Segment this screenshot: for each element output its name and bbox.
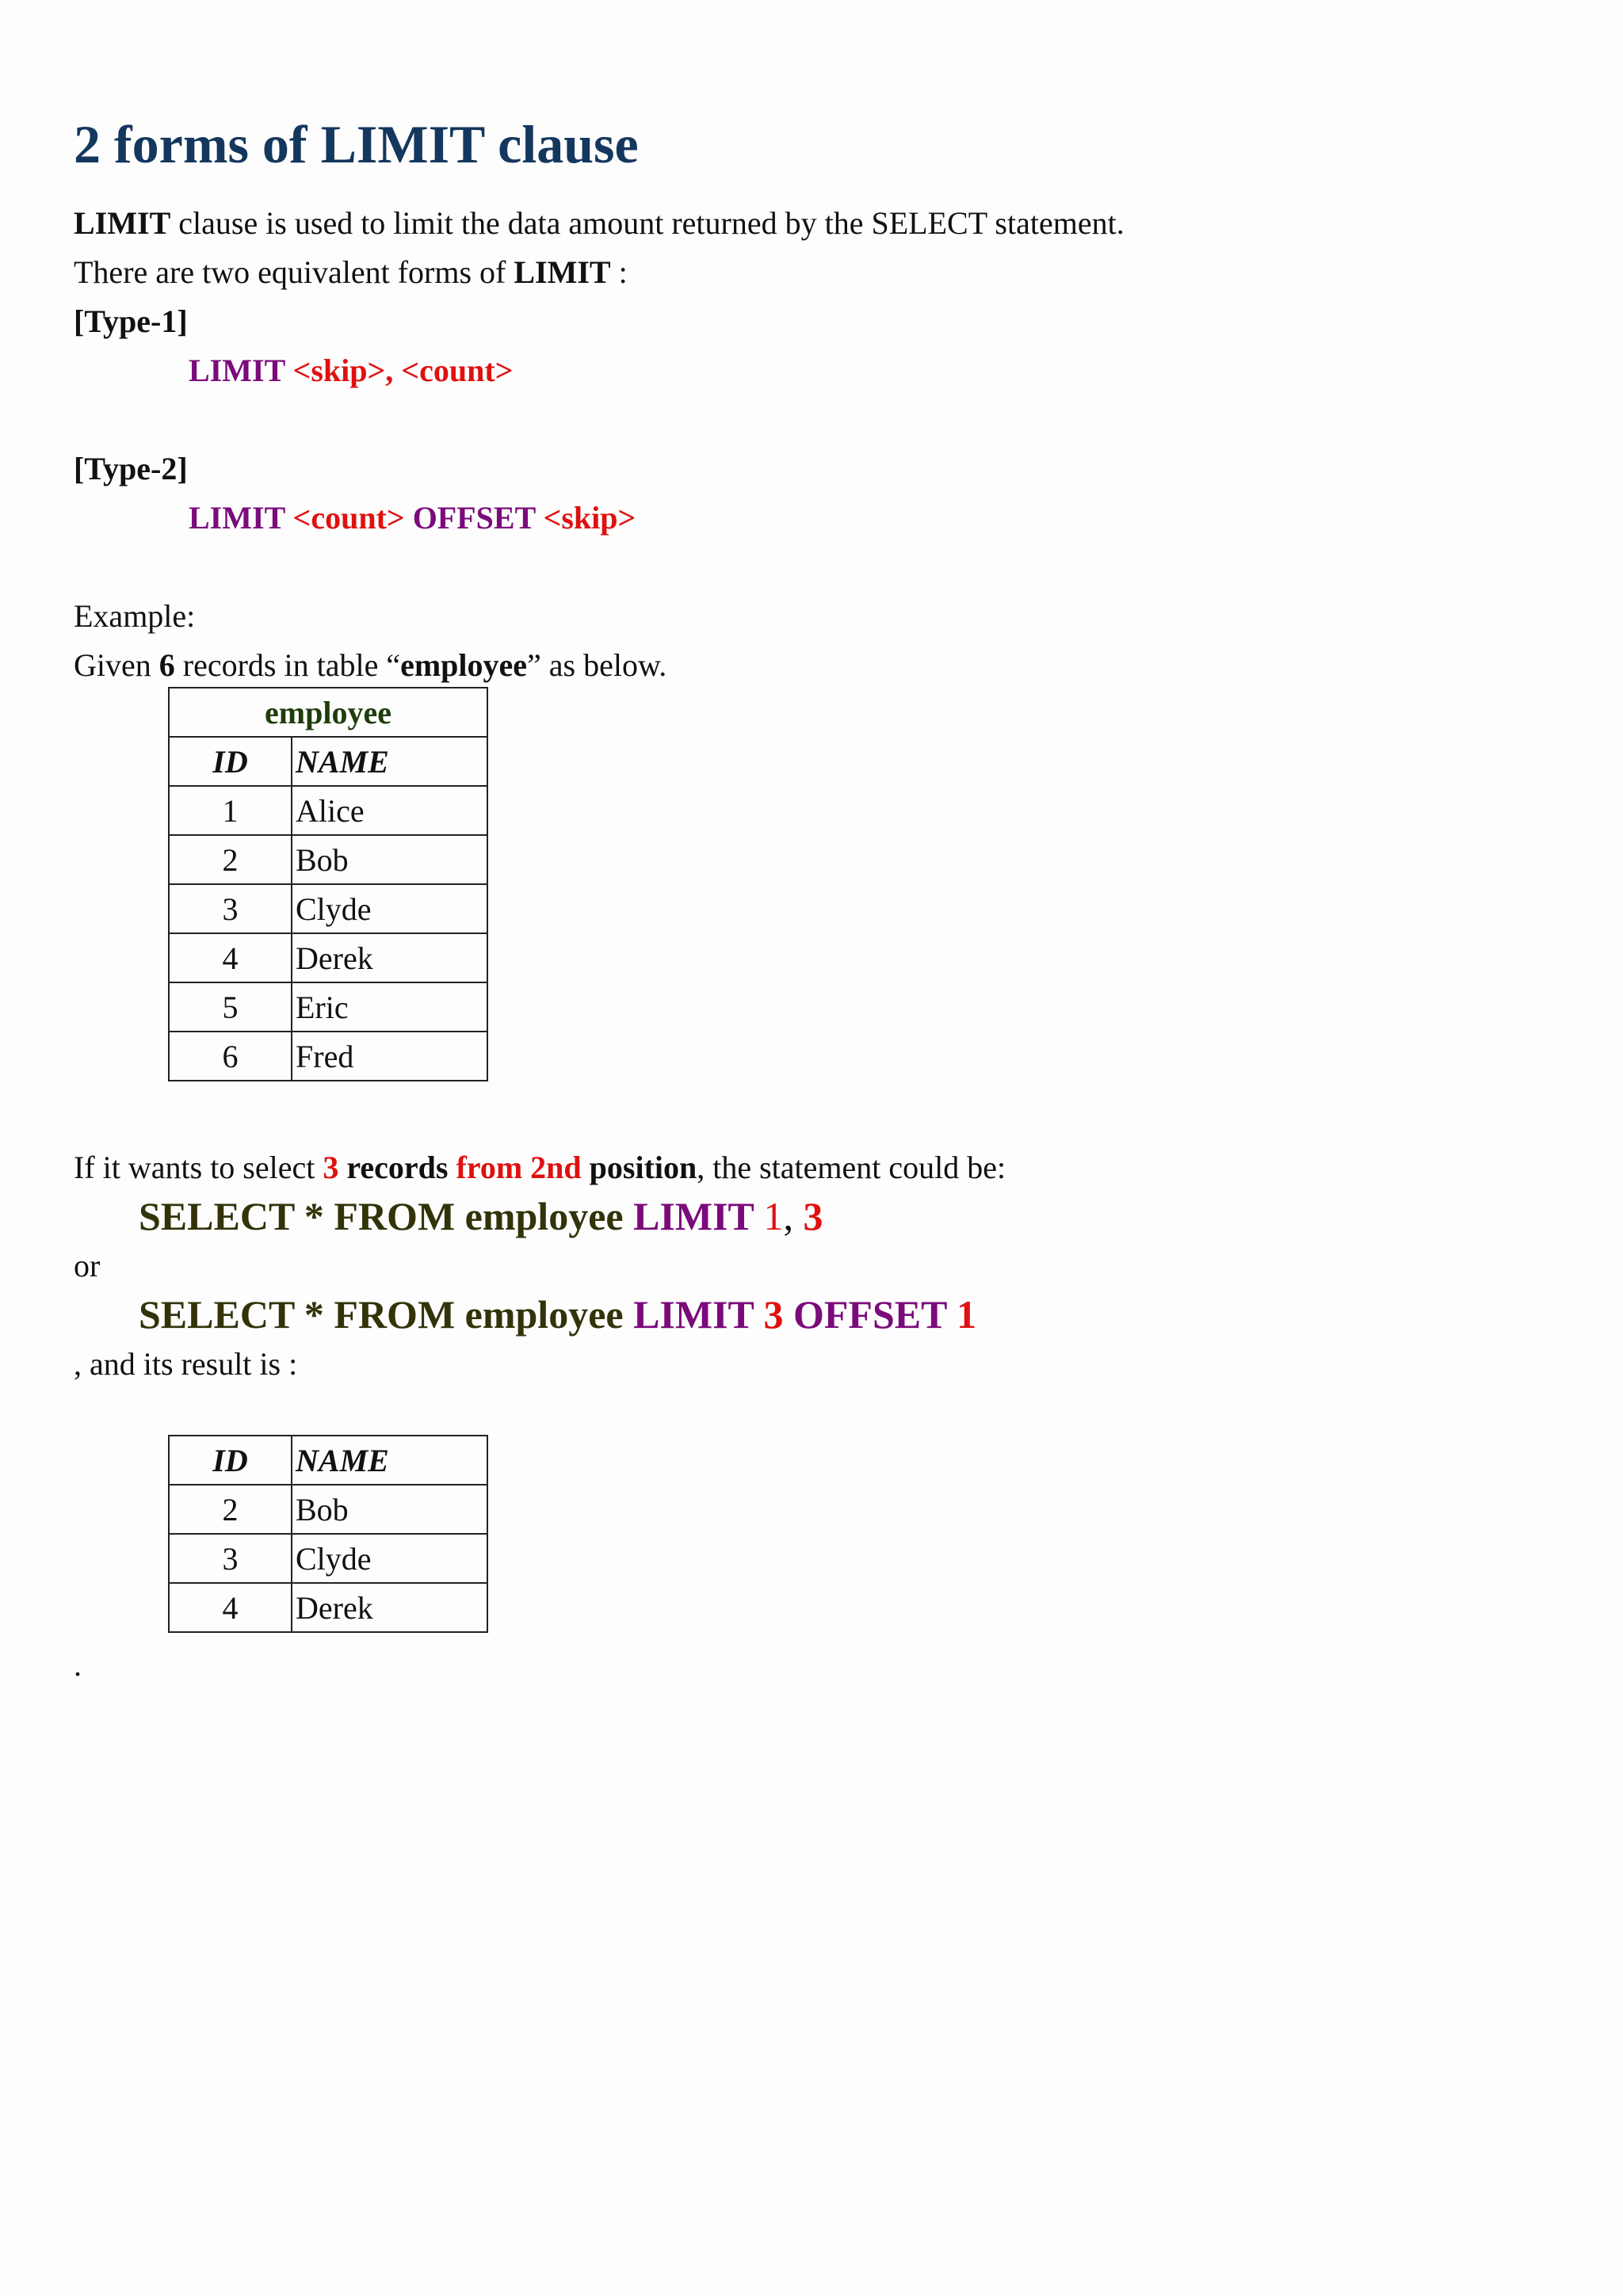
result-text: , and its result is : bbox=[74, 1346, 298, 1382]
table-name: employee bbox=[400, 647, 528, 683]
example-label: Example: bbox=[74, 598, 196, 634]
sql-count-value: 3 bbox=[763, 1292, 784, 1337]
column-header-id: ID bbox=[169, 737, 292, 786]
sql-statement-2 bbox=[139, 1292, 977, 1337]
or-text: or bbox=[74, 1248, 101, 1283]
intro-line-2-colon: : bbox=[610, 254, 628, 290]
statement-text: , the statement could be: bbox=[697, 1150, 1006, 1185]
limit-keyword: LIMIT bbox=[633, 1292, 764, 1337]
column-header-name: NAME bbox=[292, 737, 487, 786]
cell-id: 2 bbox=[169, 1485, 292, 1534]
offset-keyword: OFFSET bbox=[783, 1292, 957, 1337]
cell-id: 6 bbox=[169, 1032, 292, 1081]
statement-text: If it wants to select bbox=[74, 1150, 323, 1185]
intro-line-2 bbox=[74, 254, 628, 290]
intro-line-1-text: clause is used to limit the data amount returned by the SELECT statement. bbox=[170, 205, 1125, 241]
cell-id: 3 bbox=[169, 884, 292, 933]
given-text: records in table “ bbox=[174, 647, 401, 683]
limit-keyword: LIMIT bbox=[514, 254, 611, 290]
sql-comma: , bbox=[783, 1194, 804, 1238]
sql-select: SELECT * FROM employee bbox=[139, 1194, 634, 1238]
given-text: Given bbox=[74, 647, 159, 683]
table-row bbox=[169, 835, 487, 884]
table-row bbox=[169, 884, 487, 933]
type2-label: [Type-2] bbox=[74, 451, 188, 486]
intro-line-1 bbox=[74, 205, 1125, 241]
cell-name: Clyde bbox=[292, 884, 487, 933]
cell-name: Fred bbox=[292, 1032, 487, 1081]
select-count: 3 bbox=[323, 1150, 339, 1185]
sql-skip-value: 1 bbox=[957, 1292, 977, 1337]
statement-intro bbox=[74, 1152, 1006, 1184]
column-header-name: NAME bbox=[292, 1436, 487, 1485]
sql-skip-value: 1 bbox=[763, 1194, 784, 1238]
result-table bbox=[168, 1435, 488, 1633]
type1-label: [Type-1] bbox=[74, 303, 188, 339]
cell-name: Clyde bbox=[292, 1534, 487, 1583]
count-arg: <count> bbox=[292, 500, 405, 536]
table-row bbox=[169, 786, 487, 835]
cell-id: 4 bbox=[169, 933, 292, 982]
table-row bbox=[169, 1583, 487, 1632]
intro-line-2-text: There are two equivalent forms of bbox=[74, 254, 514, 290]
cell-name: Bob bbox=[292, 835, 487, 884]
offset-keyword: OFFSET bbox=[404, 500, 544, 536]
table-row bbox=[169, 1032, 487, 1081]
position-word: position bbox=[581, 1150, 697, 1185]
cell-name: Eric bbox=[292, 982, 487, 1032]
limit-keyword: LIMIT bbox=[189, 353, 293, 388]
trailing-dot: . bbox=[74, 1647, 82, 1683]
cell-id: 2 bbox=[169, 835, 292, 884]
skip-arg: <skip> bbox=[543, 500, 636, 536]
cell-id: 1 bbox=[169, 786, 292, 835]
given-line bbox=[74, 647, 667, 683]
type2-syntax bbox=[189, 502, 636, 534]
cell-id: 3 bbox=[169, 1534, 292, 1583]
type1-args: <skip>, <count> bbox=[292, 353, 514, 388]
cell-name: Bob bbox=[292, 1485, 487, 1534]
table-row bbox=[169, 982, 487, 1032]
table-row bbox=[169, 1534, 487, 1583]
from-position: from 2nd bbox=[456, 1150, 582, 1185]
cell-id: 5 bbox=[169, 982, 292, 1032]
limit-keyword: LIMIT bbox=[189, 500, 293, 536]
cell-name: Derek bbox=[292, 1583, 487, 1632]
sql-count-value: 3 bbox=[803, 1194, 823, 1238]
sql-select: SELECT * FROM employee bbox=[139, 1292, 634, 1337]
sql-statement-1 bbox=[139, 1196, 823, 1236]
table-row bbox=[169, 933, 487, 982]
type1-syntax bbox=[189, 355, 513, 387]
limit-keyword: LIMIT bbox=[74, 205, 171, 241]
record-count: 6 bbox=[158, 647, 175, 683]
given-text: ” as below. bbox=[527, 647, 667, 683]
page-title: 2 forms of LIMIT clause bbox=[74, 114, 639, 174]
limit-keyword: LIMIT bbox=[633, 1194, 764, 1238]
records-word: records bbox=[338, 1150, 456, 1185]
cell-name: Alice bbox=[292, 786, 487, 835]
table-caption: employee bbox=[169, 688, 487, 737]
column-header-id: ID bbox=[169, 1436, 292, 1485]
cell-id: 4 bbox=[169, 1583, 292, 1632]
employee-table bbox=[168, 687, 488, 1081]
cell-name: Derek bbox=[292, 933, 487, 982]
table-row bbox=[169, 1485, 487, 1534]
